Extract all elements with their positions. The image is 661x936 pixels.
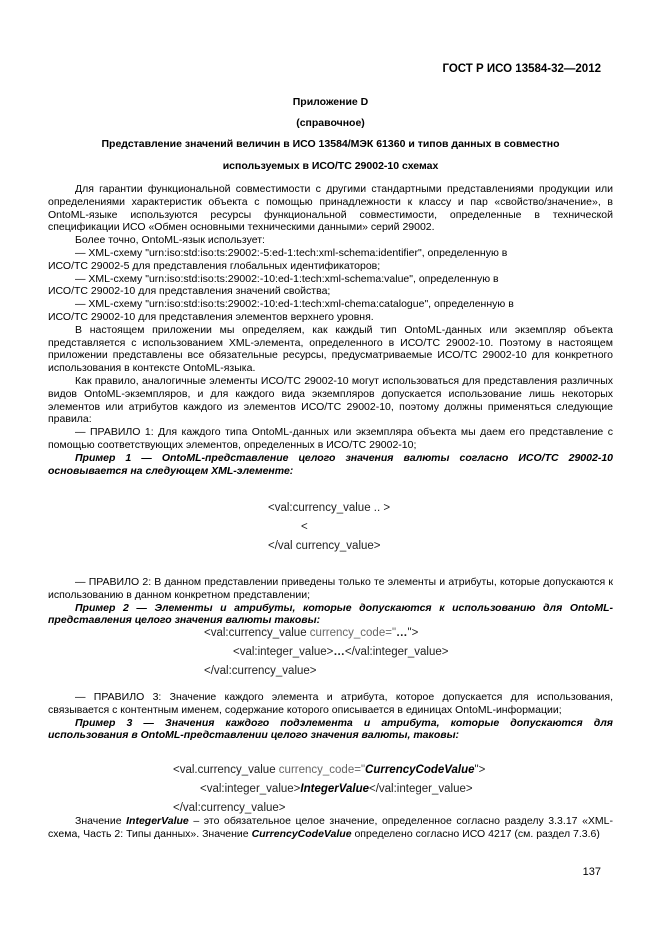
paragraph-intro: Для гарантии функциональной совместимости с другими стандартными представлениями продукции или определениями характеристик объекта с помощью принадлежности к классу и пар «свойство/значение», в OntoML-языке используются ресурсы функциональной совместимости, определенные в технической спецификации ИСО «Обмен основными техническими данными» серий 29002. [48,183,613,234]
code-example-1 [268,499,390,556]
paragraph-final: Значение IntegerValue – это обязательное целое значение, определенное согласно разделу 3.3.17 «XML-схема, Часть 2: Типы данных». Значение CurrencyCodeValue определено согласно ИСО 4217 (см. раздел 7.3.6) [48,815,613,840]
appendix-heading-line2: используемых в ИСО/ТС 29002-10 схемах [222,160,439,172]
example-2-heading: Пример 2 — Элементы и атрибуты, которые допускаются к использованию для OntoML-представления целого значения валюты таковы: [48,601,613,627]
paragraph-rules-intro: Как правило, аналогичные элементы ИСО/ТС 29002-10 могут использоваться для представления различных видов OntoML-экземпляров, и для каждого вида экземпляров допускается использование лишь некоторых элементов или атрибутов каждого из элементов ИСО/ТС 29002-10, поэтому должны применяться следующие правила: [48,374,613,426]
body-section-3 [48,691,613,742]
body-section-4 [48,815,613,841]
code-line: </val:currency_value> [204,665,317,677]
code-example-3 [173,761,485,818]
rule-2: — ПРАВИЛО 2: В данном представлении приведены только те элементы и атрибуты, которые допускаются к использованию в данном конкретном представлении; [48,576,613,601]
rule-1: — ПРАВИЛО 1: Для каждого типа OntoML-данных или экземпляра объекта мы даем его представление с помощью соответствующих элементов, определенных в ИСО/ТС 29002-10; [48,426,613,451]
dash-item-3-cont: ИСО/ТС 29002-10 для представления элементов верхнего уровня. [48,310,374,323]
dash-item-2-cont: ИСО/ТС 29002-10 для представления значений свойства; [48,285,331,298]
body-section-2 [48,576,613,627]
dash-item-3: — XML-схему "urn:iso:std:iso:ts:29002:-10:ed-1:tech:xml-chema:catalogue", определенную в [75,298,514,311]
dash-item-1: — XML-схему "urn:iso:std:iso:ts:29002:-5:ed-1:tech:xml-schema:identifier", определенную в [75,246,508,259]
appendix-title: Приложение D [292,96,369,108]
code-line: <val:integer_value>IntegerValue</val:integer_value> [200,783,473,795]
paragraph-uses: Более точно, OntoML-язык использует: [75,234,265,247]
code-example-2 [204,624,448,681]
code-line: </val currency_value> [268,540,381,552]
page-number: 137 [582,866,601,878]
paragraph-definition: В настоящем приложении мы определяем, как каждый тип OntoML-данных или экземпляр объекта представляется с использованием XML-элемента, определенного в ИСО/ТС 29002-10. Поэтому в настоящем приложении представлены все обязательные ресурсы, предусматриваемые ИСО/ТС 29002-10 для конкретного использования в контексте OntoML-языка. [48,323,613,375]
appendix-heading-line1: Представление значений величин в ИСО 13584/МЭК 61360 и типов данных в совместно [101,138,560,150]
rule-3: — ПРАВИЛО 3: Значение каждого элемента и атрибута, которое допускается для использования, связывается с контентным именем, содержание которого описывается в единицах OntoML-информации; [48,691,613,716]
code-line: <val:currency_value .. > [268,502,391,514]
code-line: < [301,521,308,533]
example-1-heading: Пример 1 — OntoML-представление целого значения валюты согласно ИСО/ТС 29002-10 основывается на следующем XML-элементе: [48,451,613,477]
appendix-subtitle: (справочное) [296,117,365,129]
standard-designation: ГОСТ Р ИСО 13584-32—2012 [442,63,601,75]
code-line: <val:integer_value>…</val:integer_value> [233,646,449,658]
dash-item-2: — XML-схему "urn:iso:std:iso:ts:29002:-10:ed-1:tech:xml-schema:value", определенную в [75,272,499,285]
example-3-heading: Пример 3 — Значения каждого подэлемента и атрибута, которые допускаются для использования в OntoML-представлении целого значения валюты, таковы: [48,716,613,742]
dash-item-1-cont: ИСО/ТС 29002-5 для представления глобальных идентификаторов; [48,259,381,272]
code-line: </val:currency_value> [173,802,286,814]
body-section-1 [48,183,613,477]
code-line: <val:currency_value currency_code="…"> [204,627,419,639]
code-line: <val.currency_value currency_code="CurrencyCodeValue"> [173,764,486,776]
